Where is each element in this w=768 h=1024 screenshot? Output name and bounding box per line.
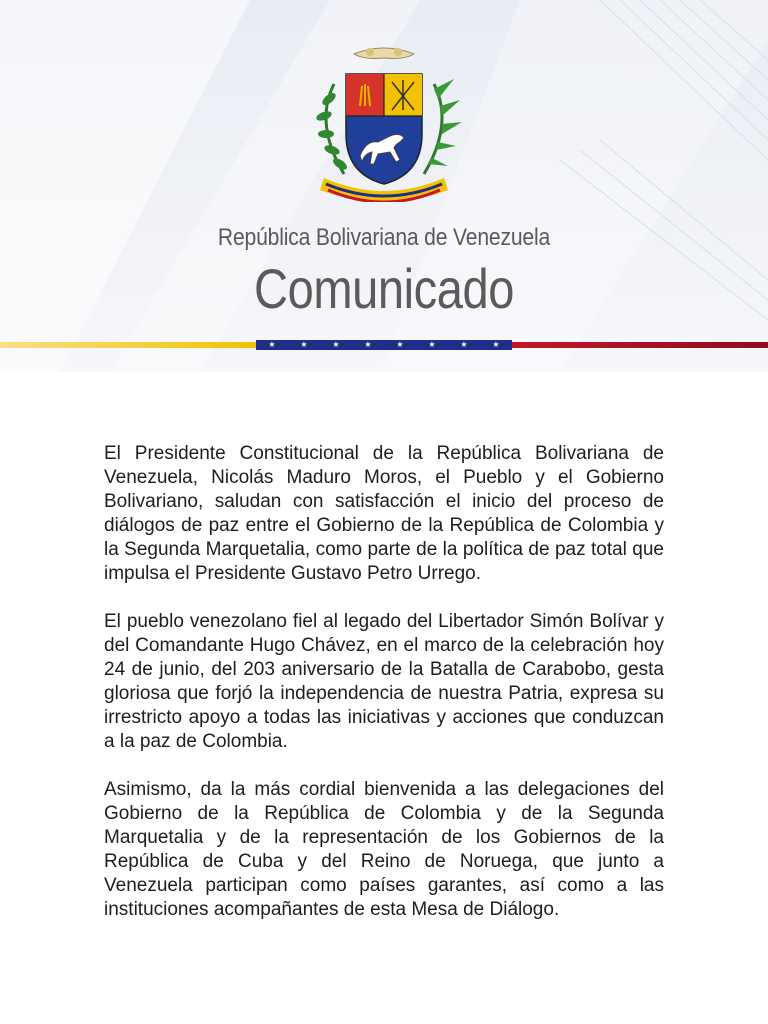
star-icon: ★ [492, 340, 500, 349]
flag-stripe [0, 340, 768, 350]
flag-stars [256, 340, 512, 350]
star-icon: ★ [396, 340, 404, 349]
star-icon: ★ [300, 340, 308, 349]
star-icon: ★ [268, 340, 276, 349]
star-icon: ★ [428, 340, 436, 349]
paragraph-1: El Presidente Constitucional de la República Bolivariana de Venezuela, Nicolás Maduro Moros, el Pueblo y el Gobierno Bolivariano, saludan con satisfacción el inicio del proceso de diálogos de paz entre el Gobierno de la República de Colombia y la Segunda Marquetalia, como parte de la política de paz total que impulsa el Presidente Gustavo Petro Urrego. [104, 443, 664, 584]
star-icon: ★ [332, 340, 340, 349]
flag-stripe-yellow [0, 342, 256, 348]
flag-stripe-blue [256, 340, 512, 350]
venezuela-coat-of-arms-icon [304, 44, 464, 202]
flag-stripe-red [512, 342, 768, 348]
paragraph-2: El pueblo venezolano fiel al legado del Libertador Simón Bolívar y del Comandante Hugo Chávez, en el marco de la celebración hoy 24 de junio, del 203 aniversario de la Batalla de Carabobo, gesta gloriosa que forjó la independencia de nuestra Patria, expresa su irrestricto apoyo a todas las iniciativas y acciones que conduzcan a la paz de Colombia. [104, 611, 664, 752]
header-subtitle: República Bolivariana de Venezuela [217, 224, 551, 251]
paragraph-3: Asimismo, da la más cordial bienvenida a las delegaciones del Gobierno de la República de Colombia y de la Segunda Marquetalia y de la representación de los Gobiernos de la República de Cuba y del Reino de Noruega, que junto a Venezuela participan como países garantes, así como a las instituciones acompañantes de esta Mesa de Diálogo. [104, 779, 664, 920]
header-banner [0, 0, 768, 372]
star-icon: ★ [364, 340, 372, 349]
star-icon: ★ [460, 340, 468, 349]
page-title: Comunicado [254, 257, 514, 320]
communique-body [104, 442, 664, 946]
